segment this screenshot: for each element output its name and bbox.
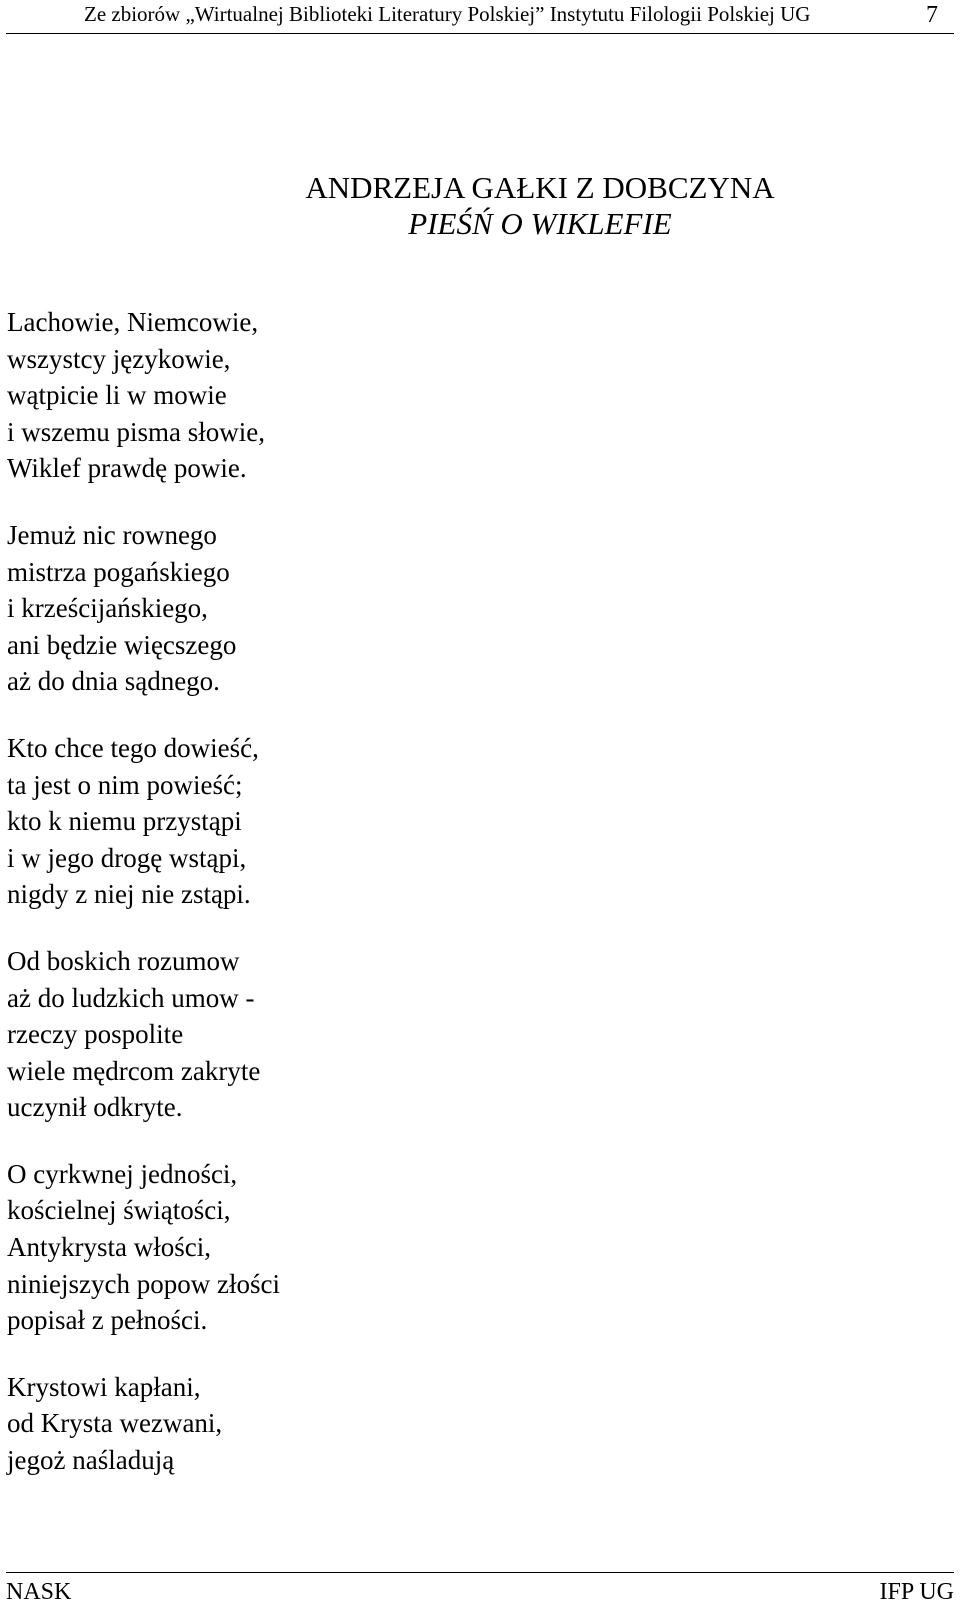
header-divider <box>6 33 954 34</box>
poem-line: Wiklef prawdę powie. <box>7 453 247 484</box>
poem-line: popisał z pełności. <box>7 1305 208 1336</box>
footer-left-label: NASK <box>6 1579 72 1605</box>
poem-line: O cyrkwnej jedności, <box>7 1158 238 1189</box>
poem-body <box>7 304 607 1509</box>
poem-line: jegoż naśladują <box>7 1445 175 1476</box>
poem-line: i wszemu pisma słowie, <box>7 416 265 447</box>
poem-line: Kto chce tego dowieść, <box>7 732 259 763</box>
poem-line: wiele mędrcom zakryte <box>7 1055 261 1086</box>
poem-line: kto k niemu przystąpi <box>7 806 242 837</box>
page-footer <box>0 1552 960 1615</box>
poem-title: PIEŚŃ O WIKLEFIE <box>408 206 672 241</box>
footer-divider <box>6 1572 954 1573</box>
author-heading: ANDRZEJA GAŁKI Z DOBCZYNA <box>305 170 775 205</box>
stanza-4 <box>7 943 607 1126</box>
poem-line: kościelnej świątości, <box>7 1195 231 1226</box>
poem-line: ta jest o nim powieść; <box>7 769 243 800</box>
poem-line: nigdy z niej nie zstąpi. <box>7 879 251 910</box>
poem-line: mistrza pogańskiego <box>7 556 230 587</box>
stanza-3 <box>7 730 607 913</box>
poem-line: wątpicie li w mowie <box>7 380 227 411</box>
title-block <box>0 170 960 242</box>
poem-line: wszystcy językowie, <box>7 343 231 374</box>
poem-line: ani będzie więcszego <box>7 629 237 660</box>
stanza-5 <box>7 1156 607 1339</box>
poem-line: i w jego drogę wstąpi, <box>7 842 247 873</box>
poem-line: niniejszych popow złości <box>7 1268 280 1299</box>
poem-line: aż do ludzkich umow - <box>7 982 255 1013</box>
poem-line: od Krysta wezwani, <box>7 1408 223 1439</box>
page-number: 7 <box>926 2 938 28</box>
stanza-2 <box>7 517 607 700</box>
poem-line: aż do dnia sądnego. <box>7 666 220 697</box>
page-header <box>0 0 960 34</box>
header-source-text: Ze zbiorów „Wirtualnej Biblioteki Literatury Polskiej” Instytutu Filologii Polskiej UG <box>84 2 811 26</box>
stanza-1 <box>7 304 607 487</box>
poem-line: uczynił odkryte. <box>7 1092 183 1123</box>
poem-line: Antykrysta włości, <box>7 1232 211 1263</box>
poem-line: rzeczy pospolite <box>7 1019 184 1050</box>
footer-right-label: IFP UG <box>879 1579 954 1605</box>
poem-line: i krześcijańskiego, <box>7 593 208 624</box>
poem-line: Lachowie, Niemcowie, <box>7 307 259 337</box>
poem-line: Od boskich rozumow <box>7 945 240 976</box>
stanza-6 <box>7 1369 607 1479</box>
poem-line: Krystowi kapłani, <box>7 1371 201 1402</box>
poem-line: Jemuż nic rownego <box>7 519 217 550</box>
